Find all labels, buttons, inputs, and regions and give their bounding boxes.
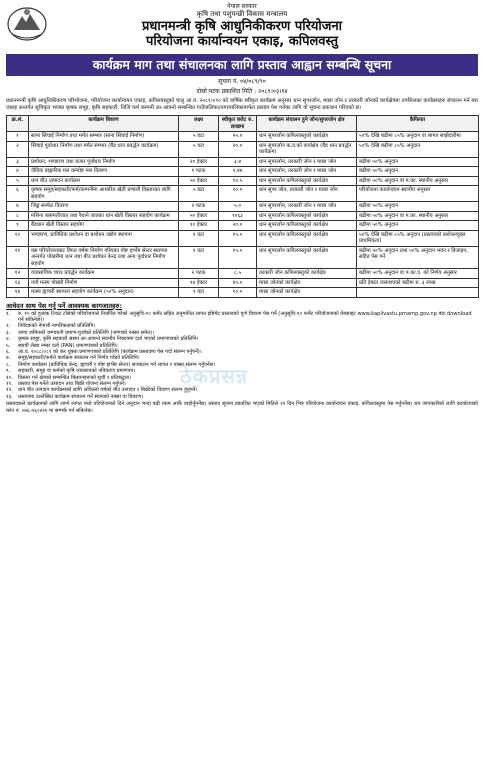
note-number: ७. bbox=[6, 355, 11, 362]
nepal-emblem-icon bbox=[6, 4, 48, 42]
note-text: प्रस्ताव पेस गर्नेले उत्पादन तथा बिक्री योजना संलग्न गर्नुपर्ने। bbox=[18, 380, 126, 387]
table-cell: १५.० bbox=[219, 230, 257, 246]
note-number: १०. bbox=[6, 374, 13, 381]
table-cell: १ वटा bbox=[179, 246, 219, 269]
table-cell: ११ bbox=[7, 246, 29, 269]
table-cell: ५०% देखि बढीमा ८५% अनुदान वा लागत साझेदारीमा bbox=[357, 132, 479, 142]
table-cell: १०.० bbox=[219, 288, 257, 298]
table-cell: बढीमा ५०% अनुदान वा प.का.ए. को निर्णय अनुसार bbox=[357, 269, 479, 279]
table-cell: धान सुपरजोन कपिलवस्तुको कार्यक्षेत्र bbox=[257, 246, 357, 269]
table-cell: बढीमा ५०% अनुदान bbox=[357, 202, 479, 212]
note-number: ११. bbox=[6, 380, 13, 387]
table-cell: २०.० bbox=[219, 186, 257, 202]
note-text: जग्गा जमिनको जग्गाधनी प्रमाण-पुर्जाको प्रतिलिपि (जग्गाको नक्सा समेत)। bbox=[18, 329, 154, 336]
table-cell: माछा जोनको कार्यक्षेत्र bbox=[257, 278, 357, 288]
table-cell: यस परियोजनाबाट विगत वर्षमा निर्माण गरिएका पोष्ट हार्भेष्ट सेन्टर स्थापना अन्तर्गत पोखरीमा धान तथा बीउ प्रशोधन केन्द्र तथा अन्य पूर्वाधार निर्माण सहयोग bbox=[29, 246, 179, 269]
table-cell: २० हेक्टर bbox=[179, 157, 219, 167]
table-cell: १ bbox=[7, 132, 29, 142]
table-cell: कृषक समूह/सहकारी/फर्म/कम्पनीमा आधारित खेती प्रणाली विस्तारका लागि सहयोग bbox=[29, 186, 179, 202]
table-cell: प्रशोधन, भण्डारण तथा बजार पूर्वाधार निर्माण bbox=[29, 157, 179, 167]
table-cell: १० bbox=[7, 230, 29, 246]
table-cell: धान सुपरजोन क.व.को कार्यक्षेत्र (बैंड धान प्रवर्द्धन कार्यक्रम) bbox=[257, 141, 357, 157]
table-cell: मसिना बासमतीजात तथा रैथाने जातका धान खेती विस्तार सहयोग कार्यक्रम bbox=[29, 211, 179, 221]
table-row bbox=[7, 157, 479, 167]
table-row bbox=[7, 221, 479, 231]
note-number: १२. bbox=[6, 387, 13, 394]
table-row bbox=[7, 202, 479, 212]
table-cell: बढीमा ५०% अनुदान bbox=[357, 167, 479, 177]
note-text: समूह/सहकारी/फर्मले कार्यक्रम संचालन गर्न निर्णय गरेको प्रतिलिपि। bbox=[18, 355, 140, 362]
table-cell: जिङ्क सल्फेट वितरण bbox=[29, 202, 179, 212]
table-cell: २०.० bbox=[219, 141, 257, 157]
table-cell: प्रति हेक्टर जलाशयको बढीमा रु. ३ लाख bbox=[357, 278, 479, 288]
table-cell: बढीमा ५०% अनुदान bbox=[357, 157, 479, 167]
table-cell: व्यवसायिक च्याउ प्रवर्द्धन कार्यक्रम bbox=[29, 269, 179, 279]
table-cell: भण्डारण, प्राविधिक प्रशोधन वा प्रशोधन उद्योग स्थापना bbox=[29, 230, 179, 246]
table-cell: २.४४ bbox=[219, 167, 257, 177]
table-cell: बढीमा ५०% अनुदान bbox=[357, 221, 479, 231]
table-cell: ५ bbox=[7, 176, 29, 186]
table-row bbox=[7, 246, 479, 269]
table-cell: ८ bbox=[7, 211, 29, 221]
note-text: कृषक समूह, कृषि सहकारी संस्था आ-आफ्नो स्थानीय निकायमा दर्ता भएको प्रमाणपत्रको प्रतिलिपि। bbox=[18, 336, 199, 343]
table-cell: ४ bbox=[7, 167, 29, 177]
watermark: ठेकप्रसन्न bbox=[180, 364, 249, 388]
table-cell: १४ हेक्टर bbox=[179, 278, 219, 288]
table-cell: १ पटक bbox=[179, 167, 219, 177]
table-cell: धान सुपरजोन, तरकारी जोन र माछा जोन bbox=[257, 157, 357, 167]
intro-paragraph: प्रधानमन्त्री कृषि आधुनिकीकरण परियोजना, परियोजना कार्यान्वयन एकाइ, कपिलवस्तुको चालु आ.व. २०८९।०९० को वार्षिक स्वीकृत कार्यक्रम अनुसार धान सुपरजोन, माछा जोन र तरकारी जोनको कार्यक्षेत्रमा तपशिलका कार्यक्रमहरु संचालन गर्न यस एकाइ अन्तर्गत सूचिकृत भएका कृषक समूह, कृषि सहकारी, निजि फर्म कम्पनी आ-आफ्नो सम्बन्धित गाउँपालिका/नगरपालिकामार्फत प्रस्ताव पेश गर्नका लागि यो सूचना प्रकाशन गरिएको छ। bbox=[6, 98, 478, 111]
table-cell: बैंडधान खेती विस्तार सहयोग bbox=[29, 221, 179, 231]
table-cell: तरकारी जोन कपिलवस्तुको कार्यक्षेत्र bbox=[257, 269, 357, 279]
table-row bbox=[7, 176, 479, 186]
table-cell: धान सुपरजोन कपिलवस्तुको कार्यक्षेत्र bbox=[257, 230, 357, 246]
note-text: सहकारी, समूह वा फर्मको कृषि व्यवसायको नविकरण प्रमाणपत्र। bbox=[18, 368, 136, 375]
table-row bbox=[7, 230, 479, 246]
table-cell: ८.५ bbox=[219, 269, 257, 279]
table-row bbox=[7, 167, 479, 177]
table-cell: ९ bbox=[7, 221, 29, 231]
table-cell: सिंचाई पूर्वाधार निर्माण तथा मर्मत सम्भार (बैंड धान प्रवर्द्धन कार्यक्रम) bbox=[29, 141, 179, 157]
table-cell: १३ bbox=[7, 278, 29, 288]
table-header-cell: क्र.सं. bbox=[7, 116, 29, 132]
note-text: रु. १० को हुलाक टिकट टाँसेको परियोजनाले निर्धारित गरेको अनुसूचि-१० फर्मेट सहित अनुमानित लागत इष्टिमेट प्रस्तावको पूर्ण विवरण पेस गर्ने (अनुसूचि-१० फर्मेट परियोजनाको वेबसाइट www.kapilvastu.pmamp.gov.np बाट download गर्न सकिनेछ)। bbox=[18, 310, 472, 323]
table-cell: बढीमा ५०% अनुदान तथा ५०% अनुदान भवन र डिजाइन, सहित पेस गर्ने bbox=[357, 246, 479, 269]
publish-date: दोस्रो पटक प्रकाशित मिति : २०८९।०३।१४ bbox=[196, 88, 288, 95]
table-row bbox=[7, 132, 479, 142]
table-cell: २ bbox=[7, 141, 29, 157]
table-cell: धान सुपरजोन कपिलवस्तुको कार्यक्षेत्र bbox=[257, 132, 357, 142]
table-header-cell: कैफियत bbox=[357, 116, 479, 132]
table-cell: १०६३ bbox=[219, 211, 257, 221]
table-cell: बढीमा ५०% अनुदान वा प.का. स्थानीय अनुसार bbox=[357, 176, 479, 186]
table-row bbox=[7, 269, 479, 279]
table-cell: माछा जोनको कार्यक्षेत्र bbox=[257, 288, 357, 298]
header bbox=[0, 0, 484, 50]
project-title: प्रधानमन्त्री कृषि आधुनिकीकरण परियोजना bbox=[141, 19, 343, 34]
unit-title: परियोजना कार्यान्वयन एकाइ, कपिलवस्तु bbox=[145, 34, 338, 49]
note-number: १. bbox=[6, 310, 11, 317]
note-number: ९. bbox=[6, 368, 11, 375]
table-cell: १ वटा bbox=[179, 288, 219, 298]
table-header-cell: स्वीकृत बजेट रु. लाखमा bbox=[219, 116, 257, 132]
table-cell: ५ वटा bbox=[179, 132, 219, 142]
note-number: २. bbox=[6, 323, 11, 330]
note-text: धान बीउ उत्पादन कार्यक्रमको लागि अघिल्लो वर्षको बीउ उत्पादन र बिक्रीको विवरण संलग्न हुनुपर्ने। bbox=[18, 387, 198, 394]
table-cell: मत्स्य ह्याचरी स्थापना सहयोग कार्यक्रम (५०% अनुदान) bbox=[29, 288, 179, 298]
table-row bbox=[7, 278, 479, 288]
table-cell: साना सिंचाई निर्माण तथा मर्मत सम्भार (साना सिंचाई निर्माण) bbox=[29, 132, 179, 142]
note-text: विस्तार गर्ने क्षेत्रको सम्बन्धित किसानहरूको सूची र प्रतिबद्धता। bbox=[18, 374, 131, 381]
table-cell: धान सुपरजोन, तरकारी जोन र माछा जोन bbox=[257, 202, 357, 212]
table-cell: ५.० bbox=[219, 202, 257, 212]
table-cell: धान सुपरजोन कपिलवस्तुको कार्यक्षेत्र bbox=[257, 176, 357, 186]
table-cell: धान सुपरजोन कपिलवस्तुको कार्यक्षेत्र bbox=[257, 211, 357, 221]
table-cell: बढीमा ५०% अनुदान वा प.का. स्थानीय अनुसार bbox=[357, 211, 479, 221]
table-cell bbox=[357, 288, 479, 298]
table-row bbox=[7, 211, 479, 221]
note-text: निर्माण कार्यक्रम (प्राविधिक केन्द्र, ह्याचरी र पोष्ट हार्भेष्ट सेन्टर) सञ्चालन गर्न लागत र नक्सा संलग्न गर्नुपर्नेछ। bbox=[18, 361, 216, 368]
table-cell: धान सुपरजोन कपिलवस्तुको कार्यक्षेत्र bbox=[257, 221, 357, 231]
note-item bbox=[6, 311, 478, 324]
note-number: ३. bbox=[6, 329, 11, 336]
table-cell: २५.० bbox=[219, 132, 257, 142]
table-cell: ५ वटा bbox=[179, 141, 219, 157]
ministry-line: कृषि तथा पशुपन्छी विकास मन्त्रालय bbox=[196, 10, 288, 18]
table-cell: ५० हेक्टर bbox=[179, 211, 219, 221]
table-cell: परियोजना कार्यान्वयन स्थानीय अनुसार bbox=[357, 186, 479, 202]
table-row bbox=[7, 186, 479, 202]
table-cell: ३ bbox=[7, 157, 29, 167]
note-number: ४. bbox=[6, 336, 11, 343]
table-cell: ४५.० bbox=[219, 278, 257, 288]
table-cell: १ वटा bbox=[179, 230, 219, 246]
table-cell: ५० हेक्टर bbox=[179, 176, 219, 186]
note-text: प्रस्तावमा उल्लेखित कार्यक्रम संचालन गर्ने स्थानको नक्सा वा विवरण। bbox=[18, 393, 143, 400]
notice-banner: कार्यक्रम माग तथा संचालनका लागि प्रस्ताव आह्वान सम्बन्धि सूचना bbox=[6, 54, 478, 76]
table-cell: २०.० bbox=[219, 221, 257, 231]
table-row bbox=[7, 288, 479, 298]
table-cell: २ पटक bbox=[179, 269, 219, 279]
table-cell: १२.५ bbox=[219, 176, 257, 186]
table-cell: नयाँ मत्स्य पोखरी निर्माण bbox=[29, 278, 179, 288]
table-cell: ७ bbox=[7, 202, 29, 212]
note-text: निवेदकको नेपाली नागरिकताको प्रतिलिपि। bbox=[18, 323, 96, 330]
gov-line: नेपाल सरकार bbox=[227, 3, 257, 10]
notes-title: आवेदन साथ पेस गर्नु पर्ने आवश्यक कागजातहरु: bbox=[6, 301, 123, 310]
footer-paragraph: प्रस्तावकले कार्यक्रमको लागि लाग्ने लागत मध्ये परियोजनाले दिने अनुदान भन्दा बढी रकम आफैं व्यहोर्नुपर्नेछ। प्रस्ताव सूचना प्रकाशित भएको मितिले २१ दिन भित्र परियोजना कार्यान्वयन एकाइ, कपिलवस्तुमा पेस गर्नुपर्नेछ। थप जानकारीको लागि कार्यालयको फोन नं. ०७६-५६०४२४ मा सम्पर्क गर्न सकिनेछ। bbox=[6, 401, 478, 414]
table-cell: जैविक प्राङ्गारिक मल कम्पोष्ट मल वितरण bbox=[29, 167, 179, 177]
table-cell: ३.४ bbox=[219, 157, 257, 167]
table-cell: १० हेक्टर bbox=[179, 221, 219, 231]
table-cell: १२ bbox=[7, 269, 29, 279]
table-header-cell: कार्यक्रम संचालन हुने जोन/सुपरजोन क्षेत्र bbox=[257, 116, 357, 132]
table-cell: धान सुपरजोन, तरकारी जोन र माछा जोन bbox=[257, 167, 357, 177]
table-cell: ६ bbox=[7, 186, 29, 202]
note-number: १३. bbox=[6, 393, 13, 400]
table-cell: ५ वटा bbox=[179, 186, 219, 202]
table-cell: १४ bbox=[7, 288, 29, 298]
note-item bbox=[6, 394, 478, 400]
note-text: आ.व. २०८८।०८९ को कर चुक्ता प्रमाणपत्रको प्रतिलिपि (कार्यक्रम प्रस्तावमा पेस गर्दा संलग्न गर्नुपर्ने)। bbox=[18, 348, 202, 355]
table-cell: धान बीउ उत्पादन कार्यक्रम bbox=[29, 176, 179, 186]
table-header-cell: कार्यक्रम विवरण bbox=[29, 116, 179, 132]
table-row bbox=[7, 141, 479, 157]
notice-number: सूचना नं. ०४/०८९/९० bbox=[218, 78, 266, 85]
table-cell: धान सुपर जोन, तरकारी जोन र माछा जोन bbox=[257, 186, 357, 202]
table-cell: ५०% देखि बढीमा ८५% अनुदान (प्रस्तावको प्रशोधनयुक्त प्राथमिकता) bbox=[357, 230, 479, 246]
table-cell: ५०% देखि बढीमा ८५% अनुदान bbox=[357, 141, 479, 157]
note-text: स्थायी लेखा नम्बर दर्ता (PAN) प्रमाणपत्रको प्रतिलिपि। bbox=[18, 342, 118, 349]
note-number: ८. bbox=[6, 361, 11, 368]
note-number: ५. bbox=[6, 342, 11, 349]
table-header-cell: लक्ष्य bbox=[179, 116, 219, 132]
table-cell: २ पटक bbox=[179, 202, 219, 212]
note-number: ६. bbox=[6, 348, 11, 355]
program-table bbox=[6, 115, 479, 298]
table-cell: १५.० bbox=[219, 246, 257, 269]
